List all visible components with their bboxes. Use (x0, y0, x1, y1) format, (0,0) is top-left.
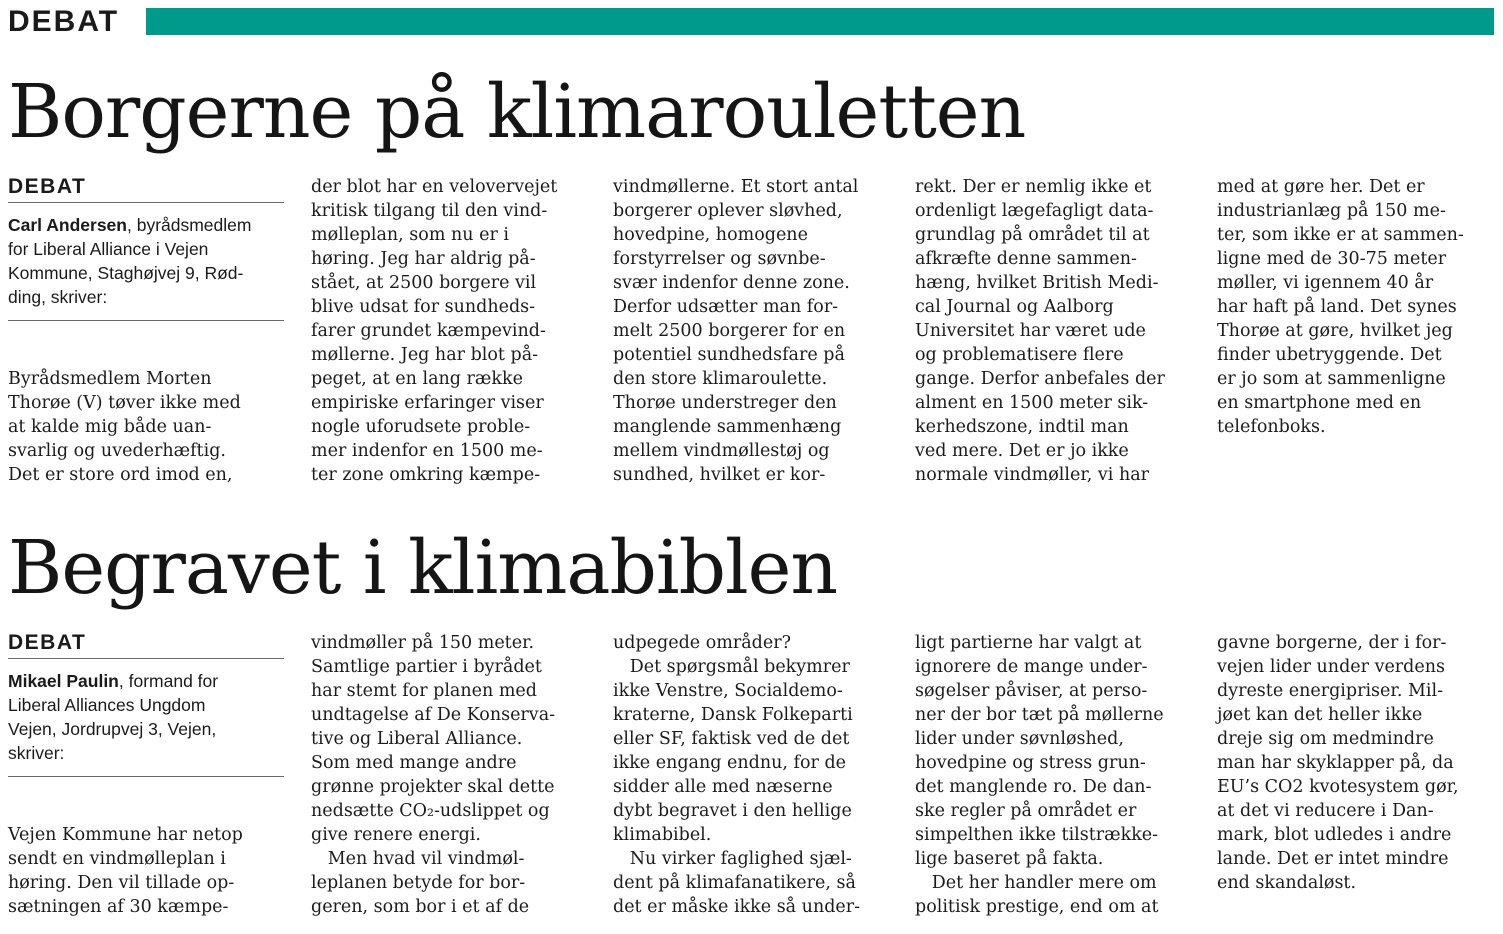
article-2-byline (8, 659, 284, 776)
article-1-author-details: , byrådsmedlem for Liberal Alliance i Vejen Kommune, Staghøjvej 9, Rød- ding, skriver: (8, 215, 252, 307)
article-1-author-name: Carl Andersen (8, 215, 127, 235)
article-1-column-1: Byrådsmedlem Morten Thorøe (V) tøver ikke med at kalde mig både uan- svarlig og uvederhæftig. Det er store ord imod en, (8, 369, 241, 485)
article-1-column-2: der blot har en velovervejet kritisk tilgang til den vind- mølleplan, som nu er i høring. Jeg har aldrig på- stået, at 2500 borgere vil blive udsat for sundheds- farer grundet kæmpevind- møllerne. Jeg har blot på- peget, at en lang række empiriske erfaringer viser nogle uforudsete proble- mer indenfor en 1500 me- ter zone omkring kæmpe- (311, 177, 558, 485)
article-1-debat-label: DEBAT (8, 175, 87, 198)
article-1-column-4: rekt. Der er nemlig ikke et ordenligt lægefagligt data- grundlag på området til at afkræfte denne sammen- hæng, hvilket British Medi- cal Journal og Aalborg Universitet har været ude og problematisere flere gange. Derfor anbefales der alment en 1500 meter sik- kerhedszone, indtil man ved mere. Det er jo ikke normale vindmøller, vi har (915, 177, 1165, 485)
article-2-debat-label: DEBAT (8, 631, 87, 654)
article-2-author-name: Mikael Paulin (8, 671, 119, 691)
article-1-headline: Borgerne på klimarouletten (8, 69, 1026, 155)
article-2-column-1: Vejen Kommune har netop sendt en vindmølleplan i høring. Den vil tillade op- sætningen af 30 kæmpe- (8, 825, 243, 917)
byline-bottom-rule (8, 776, 284, 777)
byline-bottom-rule (8, 320, 284, 321)
article-1 (0, 172, 1503, 502)
article-1-byline (8, 203, 284, 320)
article-2-author-details: , formand for Liberal Alliances Ungdom Vejen, Jordrupvej 3, Vejen, skriver: (8, 671, 219, 763)
article-2-column-4: ligt partierne har valgt at ignorere de mange under- søgelser påviser, at perso- ner der bor tæt på møllerne lider under søvnløshed, hovedpine og stress grun- det manglende ro. De dan- ske regler på området er simpelthen ikke tilstrække- lige baseret på fakta. Det her handler mere om politisk prestige, end om at (915, 633, 1164, 917)
article-1-byline-box (8, 172, 284, 321)
article-2 (0, 628, 1503, 928)
article-2-column-2: vindmøller på 150 meter. Samtlige partier i byrådet har stemt for planen med undtagelse af De Konserva- tive og Liberal Alliance. Som med mange andre grønne projekter skal dette nedsætte CO₂-udslippet og give renere energi. Men hvad vil vindmøl- leplanen betyde for bor- geren, som bor i et af de (311, 633, 556, 917)
article-2-byline-box (8, 628, 284, 777)
section-bar (146, 8, 1494, 35)
article-2-column-3: udpegede områder? Det spørgsmål bekymrer ikke Venstre, Socialdemo- kraterne, Dansk Folkeparti eller SF, faktisk ved de det ikke engang endnu, for de sidder alle med næserne dybt begravet i den hellige klimabibel. Nu virker faglighed sjæl- dent på klimafanatikere, så det er måske ikke så under- (613, 633, 861, 917)
article-1-column-5: med at gøre her. Det er industrianlæg på 150 me- ter, som ikke er at sammen- ligne med de 30-75 meter møller, vi igennem 40 år har haft på land. Det synes Thorøe at gøre, hvilket jeg finder ubetryggende. Det er jo som at sammenligne en smartphone med en telefonboks. (1217, 177, 1464, 437)
article-2-headline: Begravet i klimabiblen (8, 525, 838, 611)
section-label: DEBAT (8, 5, 120, 38)
article-1-column-3: vindmøllerne. Et stort antal borgerer oplever sløvhed, hovedpine, homogene forstyrrelser og søvnbe- svær indenfor denne zone. Derfor udsætter man for- melt 2500 borgerer for en potentiel sundhedsfare på den store klimaroulette. Thorøe understreger den manglende sammenhæng mellem vindmøllestøj og sundhed, hvilket er kor- (613, 177, 859, 485)
article-2-column-5: gavne borgerne, der i for- vejen lider under verdens dyreste energipriser. Mil- jøet kan det heller ikke dreje sig om medmindre man har skyklapper på, da EU’s CO2 kvotesystem gør, at det vi reducere i Dan- mark, blot udledes i andre lande. Det er intet mindre end skandaløst. (1217, 633, 1459, 893)
